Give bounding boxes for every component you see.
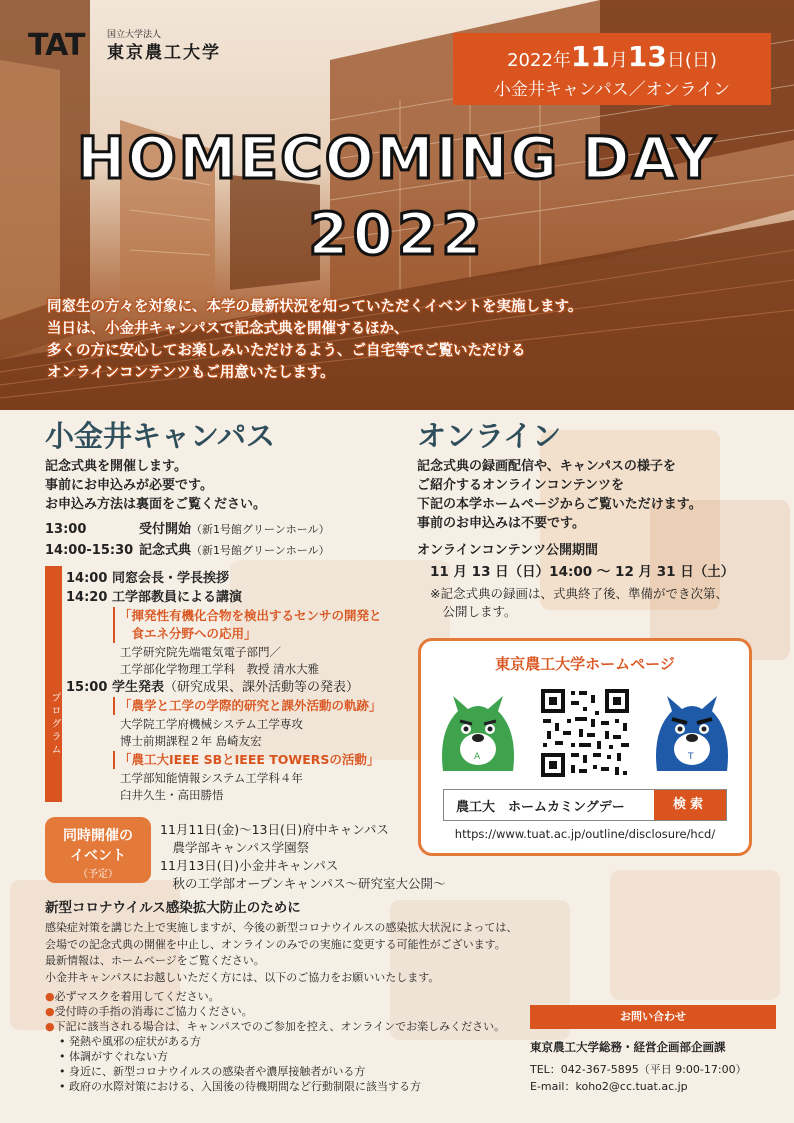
search-input[interactable] — [443, 789, 727, 821]
lecture-title: 「農工大IEEE SBとIEEE TOWERSの活動」 — [113, 751, 379, 769]
program-item: 15:00 学生発表（研究成果、課外活動等の発表） — [66, 680, 360, 695]
search-query-text: 農工大 ホームカミングデー — [456, 800, 625, 815]
sub-bullet-item: • 発熱や風邪の症状がある方 — [59, 1035, 201, 1048]
logo-subtitle: 国立大学法人 — [107, 30, 162, 40]
intro-text: 同窓生の方々を対象に、本学の最新状況を知っていただくイベントを実施します。 当日は、小金井キャンパスで記念式典を開催するほか、 多くの方に安心してお楽しみいただけるよう、ご自宅等でご覧いただける オンラインコンテンツもご用意いたします。 — [47, 299, 583, 381]
program-item: 14:00 同窓会長・学長挨拶 — [66, 571, 230, 586]
bullet-item: ●下記に該当される場合は、キャンパスでのご参加を控え、オンラインでお楽しみください。 — [45, 1020, 506, 1033]
hero-photo — [0, 0, 794, 410]
covid-bullets — [45, 989, 505, 1094]
homepage-box — [418, 638, 752, 856]
title-line-2: 2022 — [308, 200, 486, 268]
title-line-1: HOMECOMING DAY — [76, 124, 718, 192]
event-venue: 小金井キャンパス／オンライン — [493, 80, 731, 100]
online-heading: オンライン — [417, 419, 562, 453]
program-label: プログラム — [45, 566, 62, 802]
lecture-title: 「農学と工学の学際的研究と課外活動の軌跡」 — [113, 697, 382, 715]
date-box — [453, 33, 771, 105]
presenter: 大学院工学府機械システム工学専攻 博士前期課程２年 島崎友宏 — [120, 717, 303, 748]
event-date: 2022年11月13日(日) — [507, 40, 717, 73]
covid-paragraph: 感染症対策を講じた上で実施しますが、今後の新型コロナウイルスの感染拡大状況によっては、 会場での記念式典の開催を中止し、オンラインのみでの実施に変更する可能性がございます。 最新情報は、ホームページをご覧ください。 小金井キャンパスにお越しいただく方には、以下のご協力をお願いいたします。 — [45, 921, 518, 984]
concurrent-events-list: 11月11日(金)～13日(日)府中キャンパス 農学部キャンパス学園祭 11月13日(日)小金井キャンパス 秋の工学部オープンキャンパス～研究室大公開～ — [160, 822, 446, 891]
schedule-row: 13:00 受付開始（新1号館グリーンホール） — [45, 522, 330, 537]
sub-bullet-item: • 体調がすぐれない方 — [59, 1050, 168, 1063]
koganei-heading: 小金井キャンパス — [45, 419, 275, 453]
program-item: 14:20 工学部教員による講演 — [66, 590, 243, 605]
lecturer: 工学研究院先端電気電子部門／ 工学部化学物理工学科 教授 清水大雅 — [120, 645, 320, 676]
logo — [28, 28, 85, 63]
online-period-title: オンラインコンテンツ公開期間 — [417, 543, 598, 558]
bullet-item: ●受付時の手指の消毒にご協力ください。 — [45, 1005, 253, 1018]
contact-heading: お問い合わせ — [530, 1005, 776, 1029]
sub-bullet-item: • 政府の水際対策における、入国後の待機期間など行動制限に該当する方 — [59, 1080, 421, 1093]
contact-phone: TEL：042-367-5895（平日 9:00-17:00） — [530, 1063, 747, 1076]
university-name: 東京農工大学 — [107, 43, 221, 63]
online-period: 11 月 13 日（日）14:00 ～ 12 月 31 日（土） — [430, 564, 735, 580]
blue-mascot-icon — [647, 691, 737, 781]
search-button[interactable]: 検索 — [654, 790, 726, 820]
presenter: 工学部知能情報システム工学科４年 臼井久生・高田勝悟 — [120, 771, 303, 802]
online-description: 記念式典の録画配信や、キャンパスの様子を ご紹介するオンラインコンテンツを 下記の本学ホームページからご覧いただけます。 事前のお申込みは不要です。 — [417, 459, 702, 531]
svg-text:A: A — [474, 752, 481, 762]
qr-code-icon[interactable] — [539, 687, 631, 779]
contact-email-link[interactable]: E-mail：koho2@cc.tuat.ac.jp — [530, 1080, 688, 1093]
contact-organization: 東京農工大学総務・経営企画部企画課 — [530, 1040, 726, 1054]
homepage-title: 東京農工大学ホームページ — [495, 655, 675, 673]
schedule-row: 14:00-15:30 記念式典（新1号館グリーンホール） — [45, 543, 330, 558]
logo-mark-text: TAT — [28, 28, 85, 63]
koganei-description: 記念式典を開催します。 事前にお申込みが必要です。 お申込み方法は裏面をご覧ください。 — [45, 459, 267, 512]
svg-text:T: T — [688, 752, 694, 762]
decoration-square — [610, 870, 780, 1000]
lecture-title: 「揮発性有機化合物を検出するセンサの開発と 食エネ分野への応用」 — [113, 607, 382, 643]
online-note: ※記念式典の録画は、式典終了後、準備ができ次第、 公開します。 — [430, 586, 728, 619]
bullet-item: ●必ずマスクを着用してください。 — [45, 990, 220, 1003]
sub-bullet-item: • 身近に、新型コロナウイルスの感染者や濃厚接触者がいる方 — [59, 1065, 366, 1078]
green-mascot-icon — [433, 691, 523, 781]
covid-title: 新型コロナウイルス感染拡大防止のために — [45, 900, 301, 916]
concurrent-events-badge: 同時開催の イベント （予定） — [45, 817, 151, 883]
homepage-url-link[interactable]: https://www.tuat.ac.jp/outline/disclosure/hcd/ — [454, 827, 716, 841]
